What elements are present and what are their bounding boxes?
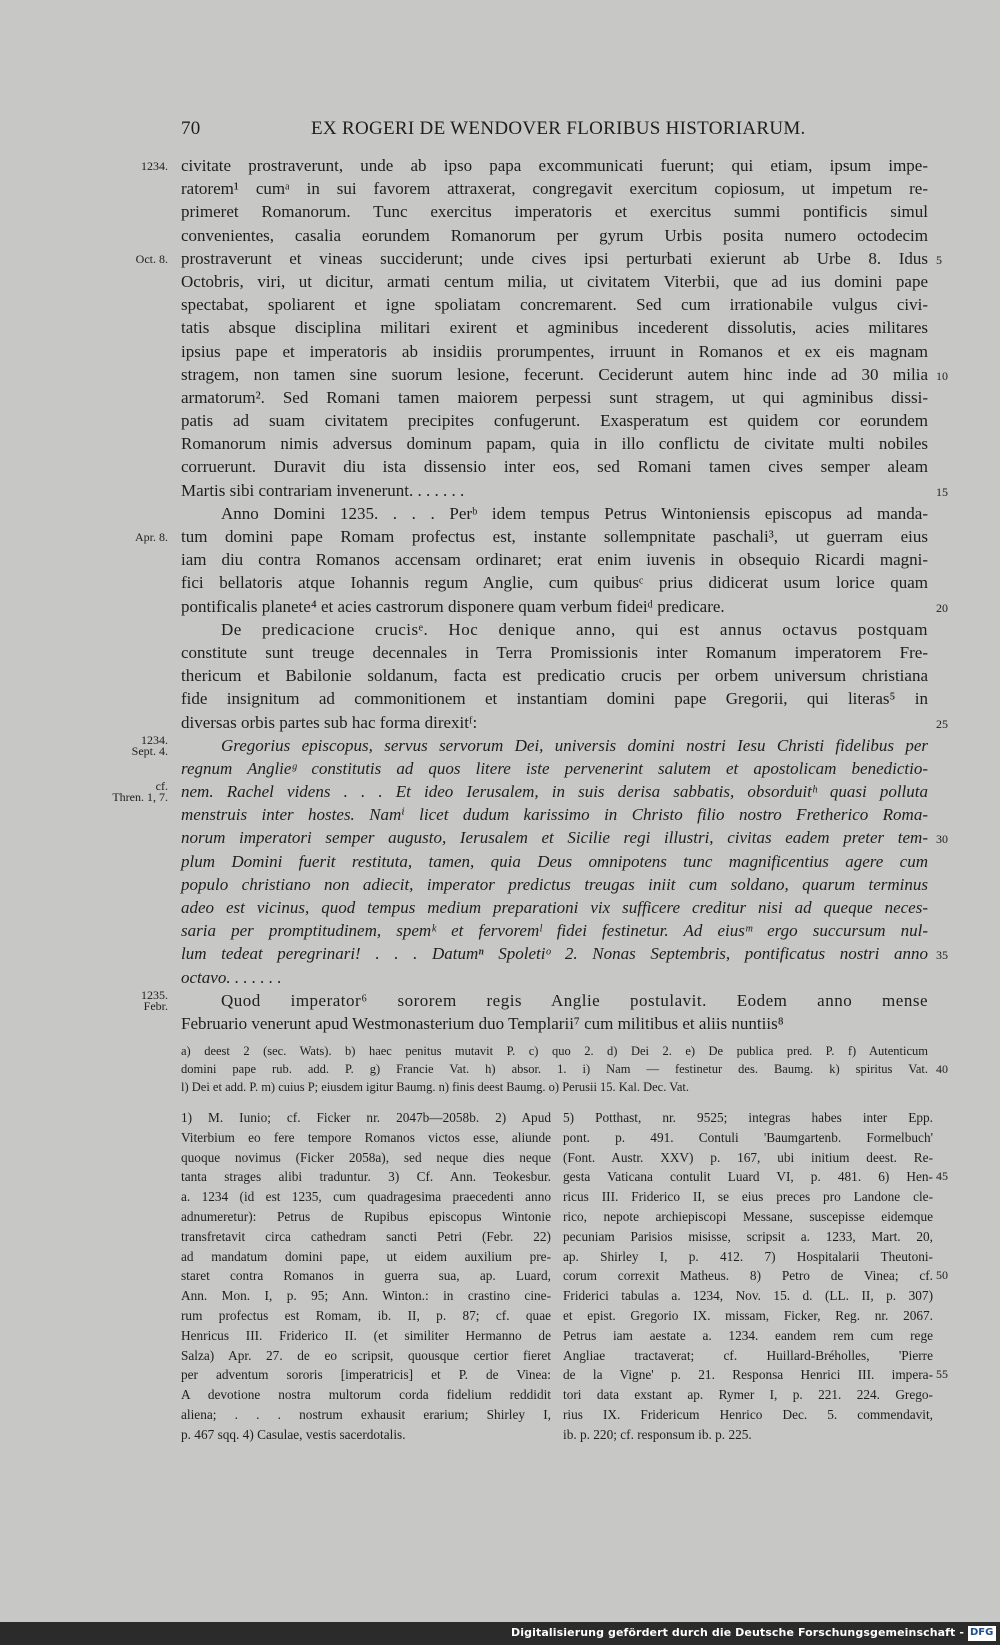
line-number: 25 bbox=[936, 716, 948, 731]
line-text: fide insignitum ad commonitionem et instantiam domini pape Gregorii, qui literas⁵ in bbox=[181, 689, 928, 709]
text-line bbox=[181, 641, 928, 664]
line-text: Februario venerunt apud Westmonasterium duo Templarii⁷ cum militibus et aliis nuntiis⁸ bbox=[181, 1013, 784, 1033]
text-line bbox=[563, 1405, 933, 1425]
text-line bbox=[181, 1247, 551, 1267]
text-line bbox=[181, 293, 928, 316]
line-text: ad mandatum domini pape, ut eidem auxilium pre- bbox=[181, 1248, 551, 1264]
line-text: pontificalis planete⁴ et acies castrorum disponere quam verbum fideiᵈ predicare. bbox=[181, 596, 725, 616]
text-line bbox=[181, 1108, 551, 1128]
line-text: et epist. Gregorio IX. missam, Ficker, Reg. nr. 2067. bbox=[563, 1307, 933, 1323]
line-text: civitate prostraverunt, unde ab ipso papa excommunicati fuerunt; qui etiam, ipsum impe- bbox=[181, 156, 928, 175]
line-number: 35 bbox=[936, 948, 948, 963]
text-line bbox=[181, 340, 928, 363]
margin-date-note: 1234. bbox=[141, 159, 168, 173]
text-line bbox=[181, 618, 928, 641]
text-line bbox=[112, 779, 928, 805]
text-line bbox=[181, 595, 948, 618]
line-text: prostraverunt et vineas succiderunt; unde cives ipsi perturbati exierunt ab Urbe 8. Idus bbox=[181, 248, 928, 268]
text-line bbox=[135, 525, 928, 548]
text-line bbox=[563, 1167, 948, 1187]
text-line bbox=[181, 1207, 551, 1227]
line-text: ratorem¹ cumᵃ in sui favorem attraxerat, congregavit exercitum copiosum, ut impetum re- bbox=[181, 179, 928, 199]
text-line bbox=[181, 942, 948, 965]
line-text: spectabat, spoliarent et igne spoliatam concremarent. Sed cum irrationabile vulgus civi- bbox=[181, 295, 928, 315]
text-line bbox=[563, 1227, 933, 1247]
text-line bbox=[181, 363, 948, 386]
text-line bbox=[181, 873, 928, 896]
line-number: 5 bbox=[936, 252, 942, 267]
text-line bbox=[181, 1425, 551, 1445]
text-line bbox=[181, 1385, 551, 1405]
text-line bbox=[181, 687, 928, 710]
text-line bbox=[181, 502, 928, 525]
line-text: corruerunt. Duravit diu ista dissensio inter eos, sed Romani tamen cives semper aleam bbox=[181, 457, 928, 477]
line-text: adeo est vicinus, quod tempus medium preparationi vix sufficere creditur nisi ad queque neces- bbox=[181, 898, 928, 917]
footnotes-left-column bbox=[181, 1108, 551, 1445]
text-line bbox=[131, 732, 928, 758]
text-line bbox=[181, 479, 948, 502]
dfg-logo-text: DFG bbox=[970, 1627, 994, 1638]
line-text: Viterbium eo fere tempore Romanos victos esse, aliunde bbox=[181, 1129, 551, 1145]
text-line bbox=[181, 1012, 928, 1035]
line-text: tatis absque disciplina militari exirent et agminibus incederent dissolutis, acies militares bbox=[181, 318, 928, 338]
text-line bbox=[563, 1365, 948, 1385]
line-text: lum tedeat peregrinari! . . . Datumⁿ Spoletiᵒ 2. Nonas Septembris, pontificatus nostri anno bbox=[181, 944, 928, 964]
text-line bbox=[181, 1060, 948, 1078]
line-text: primeret Romanorum. Tunc exercitus imperatoris et exercitus summi pontificis simul bbox=[181, 202, 928, 222]
line-text: populo christiano non adiecit, imperator predictus treugas iniit cum soldano, quarum terminus bbox=[181, 874, 928, 894]
text-line bbox=[141, 154, 928, 177]
line-text: A devotione nostra multorum corda fidelium reddidit bbox=[181, 1387, 551, 1403]
line-text: staret contra Romanos in guerra sua, ap. Luard, bbox=[181, 1268, 551, 1284]
line-text: iam diu contra Romanos accensam ordinaret; erat enim iuvenis in obsequio Ricardi magni- bbox=[181, 550, 928, 570]
line-number: 55 bbox=[936, 1367, 948, 1382]
text-line bbox=[181, 803, 928, 826]
line-text: Angliae tractaverat; cf. Huillard-Bréholles, 'Pierre bbox=[563, 1347, 933, 1363]
line-text: Ann. Mon. I, p. 95; Ann. Winton.: in crastino cine- bbox=[181, 1288, 551, 1304]
line-text: 1) M. Iunio; cf. Ficker nr. 2047b—2058b. 2) Apud bbox=[181, 1110, 551, 1125]
text-line bbox=[181, 1326, 551, 1346]
line-text: 5) Potthast, nr. 9525; integras habes inter Epp. bbox=[563, 1110, 933, 1125]
line-text: saria per promptitudinem, spemᵏ et fervoremˡ fidei festinetur. Ad eiusᵐ ergo succursum nul- bbox=[181, 921, 928, 941]
text-line bbox=[181, 1405, 551, 1425]
margin-date-note: 1235. Febr. bbox=[141, 987, 168, 1013]
text-line bbox=[181, 1306, 551, 1326]
line-text: norum imperatori semper augusto, Ierusalem et Sicilie regi illustri, civitas eadem preter tem- bbox=[181, 828, 928, 848]
line-text: De predicacione crucisᵉ. Hoc denique anno, qui est annus octavus postquam bbox=[221, 619, 928, 639]
line-text: Quod imperator⁶ sororem regis Anglie postulavit. Eodem anno mense bbox=[221, 990, 928, 1010]
text-line bbox=[181, 1167, 551, 1187]
line-text: ricus III. Friderico II, se eius preces pro Landone cle- bbox=[563, 1189, 933, 1205]
line-text: plum Domini fuerit restituta, tamen, quia Deus omnipotens tunc magnificentius agere cum bbox=[181, 851, 928, 871]
line-text: Henricus III. Friderico II. (et similiter Hermanno de bbox=[181, 1327, 551, 1343]
text-line bbox=[181, 711, 948, 734]
text-line bbox=[563, 1247, 933, 1267]
line-number: 45 bbox=[936, 1169, 948, 1184]
text-line bbox=[135, 247, 942, 270]
line-text: ipsius pape et imperatoris ab insidiis prorumpentes, irruunt in Romanos et ex eis magnam bbox=[181, 341, 928, 361]
text-line bbox=[141, 987, 928, 1013]
text-line bbox=[181, 1078, 928, 1096]
line-text: ib. p. 220; cf. responsum ib. p. 225. bbox=[563, 1426, 752, 1442]
text-line bbox=[563, 1108, 933, 1128]
line-text: (Font. Austr. XXV) p. 167, ubi initium deest. Re- bbox=[563, 1149, 933, 1165]
line-text: nem. Rachel videns . . . Et ideo Ierusalem, in suis derisa sabbatis, obsorduitʰ quasi polluta bbox=[181, 782, 928, 802]
footnotes-right-column bbox=[563, 1108, 948, 1445]
text-line bbox=[563, 1346, 933, 1366]
text-line bbox=[563, 1425, 933, 1445]
line-text: Petrus iam aestate a. 1234. eandem rem cum rege bbox=[563, 1327, 933, 1343]
line-text: transfretavit circa cathedram sancti Petri (Febr. 22) bbox=[181, 1228, 551, 1244]
text-line bbox=[181, 455, 928, 478]
footer-bar bbox=[0, 1622, 1000, 1645]
text-line bbox=[563, 1266, 948, 1286]
line-text: menstruis inter hostes. Namⁱ licet dudum karissimo in Christo filio nostro Fretherico Roma- bbox=[181, 805, 928, 825]
line-text: domini pape rub. add. P. g) Francie Vat. h) absor. 1. i) Nam — festinetur des. Baumg. k) spiritus Vat. bbox=[181, 1062, 928, 1077]
margin-date-note: 1234. Sept. 4. bbox=[131, 732, 168, 758]
main-text bbox=[112, 154, 948, 1035]
text-line bbox=[181, 270, 928, 293]
line-text: convenientes, casalia eorundem Romanorum per gyrum Urbis posita numero octodecim bbox=[181, 225, 928, 245]
text-line bbox=[181, 664, 928, 687]
text-line bbox=[181, 1227, 551, 1247]
text-line bbox=[563, 1306, 933, 1326]
text-line bbox=[181, 386, 928, 409]
critical-apparatus bbox=[181, 1042, 948, 1097]
line-text: l) Dei et add. P. m) cuius P; eiusdem igitur Baumg. n) finis deest Baumg. o) Perusii 15. Kal. Dec. Vat. bbox=[181, 1080, 690, 1095]
text-line bbox=[181, 200, 928, 223]
text-line bbox=[563, 1286, 933, 1306]
line-text: ap. Shirley I, p. 412. 7) Hospitalarii Theutoni- bbox=[563, 1248, 933, 1264]
line-text: aliena; . . . nostrum exhausit erarium; Shirley I, bbox=[181, 1406, 551, 1422]
line-text: pont. p. 491. Contuli 'Baumgartenb. Formelbuch' bbox=[563, 1129, 933, 1145]
page-number: 70 bbox=[181, 118, 201, 139]
line-number: 10 bbox=[936, 368, 948, 383]
line-text: Romanorum nimis adversus dominum papam, quia in illo conflictu de civitate multi nobiles bbox=[181, 434, 928, 454]
text-line bbox=[181, 1286, 551, 1306]
line-number: 40 bbox=[936, 1062, 948, 1077]
text-line bbox=[181, 896, 928, 919]
text-line bbox=[563, 1128, 933, 1148]
line-text: Octobris, viri, ut dicitur, armati centum milia, ut civitatem Viterbii, que ad ius domini pape bbox=[181, 271, 928, 291]
margin-date-note: Apr. 8. bbox=[135, 530, 168, 544]
line-text: regnum Anglieᵍ constitutis ad quos litere iste pervenerint salutem et apostolicam benedictio- bbox=[181, 758, 928, 778]
line-number: 20 bbox=[936, 600, 948, 615]
line-text: Salza) Apr. 27. de eo scripsit, quousque certior fieret bbox=[181, 1347, 551, 1363]
text-line bbox=[181, 1128, 551, 1148]
text-line bbox=[181, 548, 928, 571]
running-title: EX ROGERI DE WENDOVER FLORIBUS HISTORIARUM. bbox=[311, 118, 806, 139]
line-text: tori data exstant ap. Rymer I, p. 221. 224. Grego- bbox=[563, 1387, 933, 1403]
line-text: patis ad suam civitatem precipites confugerunt. Exasperatum est quidem cor eorundem bbox=[181, 411, 928, 431]
text-line bbox=[181, 409, 928, 432]
line-text: pecuniam Parisios misisse, scripsit a. 1233, Mart. 20, bbox=[563, 1228, 933, 1244]
text-line bbox=[563, 1326, 933, 1346]
text-line bbox=[181, 177, 928, 200]
line-text: rius IX. Fridericum Henrico Dec. 5. commendavit, bbox=[563, 1406, 933, 1422]
line-text: constitute sunt treuge decennales in Terra Promissionis inter Romanum imperatorem Fre- bbox=[181, 642, 928, 662]
line-text: corum correxit Matheus. 8) Petro de Vinea; cf. bbox=[563, 1268, 933, 1284]
text-line bbox=[181, 1365, 551, 1385]
line-text: rum profectus est Romam, ib. II, p. 87; cf. quae bbox=[181, 1307, 551, 1323]
line-text: a) deest 2 (sec. Wats). b) haec penitus mutavit P. c) quo 2. d) Dei 2. e) De publica pred. P. f) Autenticum bbox=[181, 1044, 928, 1058]
margin-date-note: cf. Thren. 1, 7. bbox=[112, 779, 168, 805]
line-text: Martis sibi contrariam invenerunt. . . . . . . bbox=[181, 480, 465, 500]
text-line bbox=[181, 571, 928, 594]
text-line bbox=[181, 826, 948, 849]
line-text: de la Vigne' p. 21. Responsa Henrici III. impera- bbox=[563, 1367, 933, 1383]
text-line bbox=[563, 1148, 933, 1168]
line-text: Anno Domini 1235. . . . Perᵇ idem tempus Petrus Wintoniensis episcopus ad manda- bbox=[221, 503, 928, 523]
text-line bbox=[181, 224, 928, 247]
line-text: adnumeretur): Petrus de Rupibus episcopus Wintonie bbox=[181, 1208, 551, 1224]
text-line bbox=[563, 1187, 933, 1207]
text-line bbox=[181, 757, 928, 780]
text-line bbox=[181, 1266, 551, 1286]
margin-date-note: Oct. 8. bbox=[135, 251, 168, 266]
line-text: tum domini pape Romam profectus est, instante sollempnitate paschali³, ut guerram eius bbox=[181, 527, 928, 546]
line-text: p. 467 sqq. 4) Casulae, vestis sacerdotalis. bbox=[181, 1426, 406, 1442]
text-line bbox=[181, 1187, 551, 1207]
text-line bbox=[181, 432, 928, 455]
line-number: 30 bbox=[936, 832, 948, 847]
line-text: fici bellatoris atque Iohannis regum Anglie, cum quibusᶜ prius didicerat usum lorice quam bbox=[181, 573, 928, 593]
text-line bbox=[181, 316, 928, 339]
dfg-logo bbox=[968, 1626, 996, 1641]
line-text: gesta Vaticana contulit Luard VI, p. 481. 6) Hen- bbox=[563, 1169, 933, 1185]
line-number: 50 bbox=[936, 1268, 948, 1283]
line-text: rico, nepote archiepiscopi Messane, suscepisse eidemque bbox=[563, 1208, 933, 1224]
text-line bbox=[181, 1346, 551, 1366]
line-number: 15 bbox=[936, 484, 948, 499]
text-line bbox=[563, 1207, 933, 1227]
line-text: tanta strages alibi traduntur. 3) Cf. Ann. Teokesbur. bbox=[181, 1169, 551, 1185]
line-text: octavo. . . . . . . bbox=[181, 967, 282, 987]
line-text: armatorum². Sed Romani tamen maiorem perpessi sunt stragem, ut qui agminibus dissi- bbox=[181, 387, 928, 407]
text-line bbox=[181, 1042, 928, 1060]
text-line bbox=[181, 850, 928, 873]
text-line bbox=[181, 919, 928, 942]
text-line bbox=[181, 1148, 551, 1168]
line-text: stragem, non tamen sine suorum lesione, fecerunt. Ceciderunt autem hinc inde ad 30 milia bbox=[181, 364, 928, 384]
text-line bbox=[563, 1385, 933, 1405]
line-text: Gregorius episcopus, servus servorum Dei, universis domini nostri Iesu Christi fidelibus per bbox=[221, 735, 928, 755]
line-text: a. 1234 (id est 1235, cum quadragesima praecedenti anno bbox=[181, 1189, 551, 1205]
footer-credit: Digitalisierung gefördert durch die Deutsche Forschungsgemeinschaft - bbox=[511, 1626, 964, 1639]
line-text: quoque novimus (Ficker 2058a), sed neque dies neque bbox=[181, 1149, 551, 1165]
line-text: thericum et Babilonie soldanum, facta est predicatio crucis per orbem universum christiana bbox=[181, 666, 928, 686]
line-text: diversas orbis partes sub hac forma direxitᶠ: bbox=[181, 712, 478, 732]
line-text: per adventum sororis [imperatricis] et P. de Vinea: bbox=[181, 1367, 551, 1383]
running-header bbox=[181, 118, 806, 144]
text-line bbox=[181, 966, 928, 989]
line-text: Friderici tabulas a. 1234, Nov. 15. d. (LL. II, p. 307) bbox=[563, 1288, 933, 1304]
